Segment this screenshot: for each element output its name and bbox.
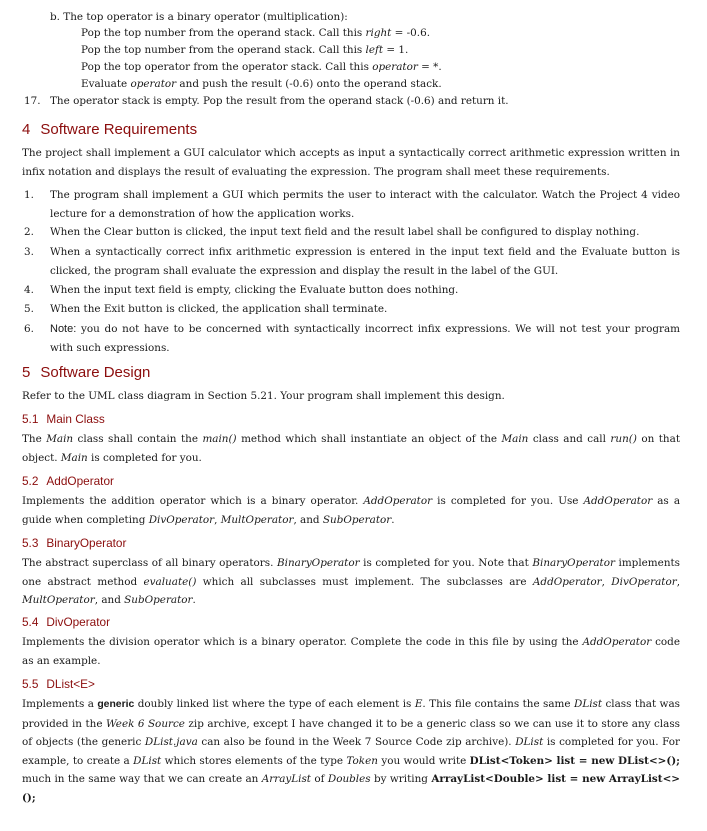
list-item-number: 6. [24,323,34,335]
subsection-paragraph: The Main class shall contain the main() method which shall instantiate an object of the Main class and call run() on that object. Main is completed for you. [22,433,680,464]
list-item: When the Clear button is clicked, the input text field and the result label shall be configured to display nothing. [50,226,640,238]
section-paragraph: The project shall implement a GUI calculator which accepts as input a syntactically correct arithmetic expression written in infix notation and displays the result of evaluating the expression. The program shall meet these requirements. [22,147,680,178]
list-item: When the Exit button is clicked, the application shall terminate. [50,303,388,315]
subsection-paragraph: The abstract superclass of all binary operators. BinaryOperator is completed for you. Note that BinaryOperator implements one abstract method evaluate() which all subclasses must implement. The subclasses are AddOperator, DivOperator, MultOperator, and SubOperator. [22,557,681,607]
algorithm-substep: Pop the top number from the operand stack. Call this left = 1. [81,44,409,56]
subsection-heading: 5.2 AddOperator [22,474,114,488]
list-item-number: 5. [24,303,34,315]
algorithm-step-b: b. The top operator is a binary operator (multiplication): [50,11,348,23]
list-item: When the input text field is empty, clicking the Evaluate button does nothing. [50,284,459,296]
algorithm-substep: Pop the top operator from the operator stack. Call this operator = *. [81,61,442,73]
algorithm-substep: Pop the top number from the operand stack. Call this right = -0.6. [81,27,431,39]
subsection-heading: 5.1 Main Class [22,412,105,426]
section-paragraph: Refer to the UML class diagram in Section 5.21. Your program shall implement this design. [22,390,505,402]
subsection-paragraph: Implements a generic doubly linked list where the type of each element is E. This file contains the same DList class that was provided in the Week 6 Source zip archive, except I have changed it to be a generic class so we can use it to store any class of objects (the generic DList.java can also be found in the Week 7 Source Code zip archive). DList is completed for you. For example, to create a DList which stores elements of the type Token you would write DList<Token> list = new DList<>(); much in the same way that we can create an ArrayList of Doubles by writing ArrayList<Double> list = new ArrayList<>(); [22,698,681,804]
list-item: Note: you do not have to be concerned with syntactically incorrect infix expressions. We will not test your program with such expressions. [50,323,680,354]
algorithm-step17-text: The operator stack is empty. Pop the result from the operand stack (-0.6) and return it. [50,95,509,107]
note-label: Note: [50,323,77,335]
list-item: The program shall implement a GUI which permits the user to interact with the calculator. Watch the Project 4 video lecture for a demonstration of how the application works. [50,189,680,220]
algorithm-substep: Evaluate operator and push the result (-0.6) onto the operand stack. [81,78,442,90]
subsection-heading: 5.4 DivOperator [22,615,110,629]
list-item-number: 1. [24,189,34,201]
section-heading: 4 Software Requirements [22,121,198,138]
list-item-number: 3. [24,246,34,258]
subsection-heading: 5.3 BinaryOperator [22,536,127,550]
subsection-paragraph: Implements the division operator which is a binary operator. Complete the code in this file by using the AddOperator code as an example. [22,636,680,667]
list-item-number: 2. [24,226,34,238]
algorithm-step17-num: 17. [24,95,41,107]
subsection-heading: 5.5 DList<E> [22,677,95,691]
section-heading: 5 Software Design [22,364,151,381]
subsection-paragraph: Implements the addition operator which is a binary operator. AddOperator is completed for you. Use AddOperator as a guide when completing DivOperator, MultOperator, and SubOperator. [22,495,681,526]
list-item-number: 4. [24,284,34,296]
list-item: When a syntactically correct infix arithmetic expression is entered in the input text field and the Evaluate button is clicked, the program shall evaluate the expression and display the result in the label of the GUI. [50,246,680,277]
